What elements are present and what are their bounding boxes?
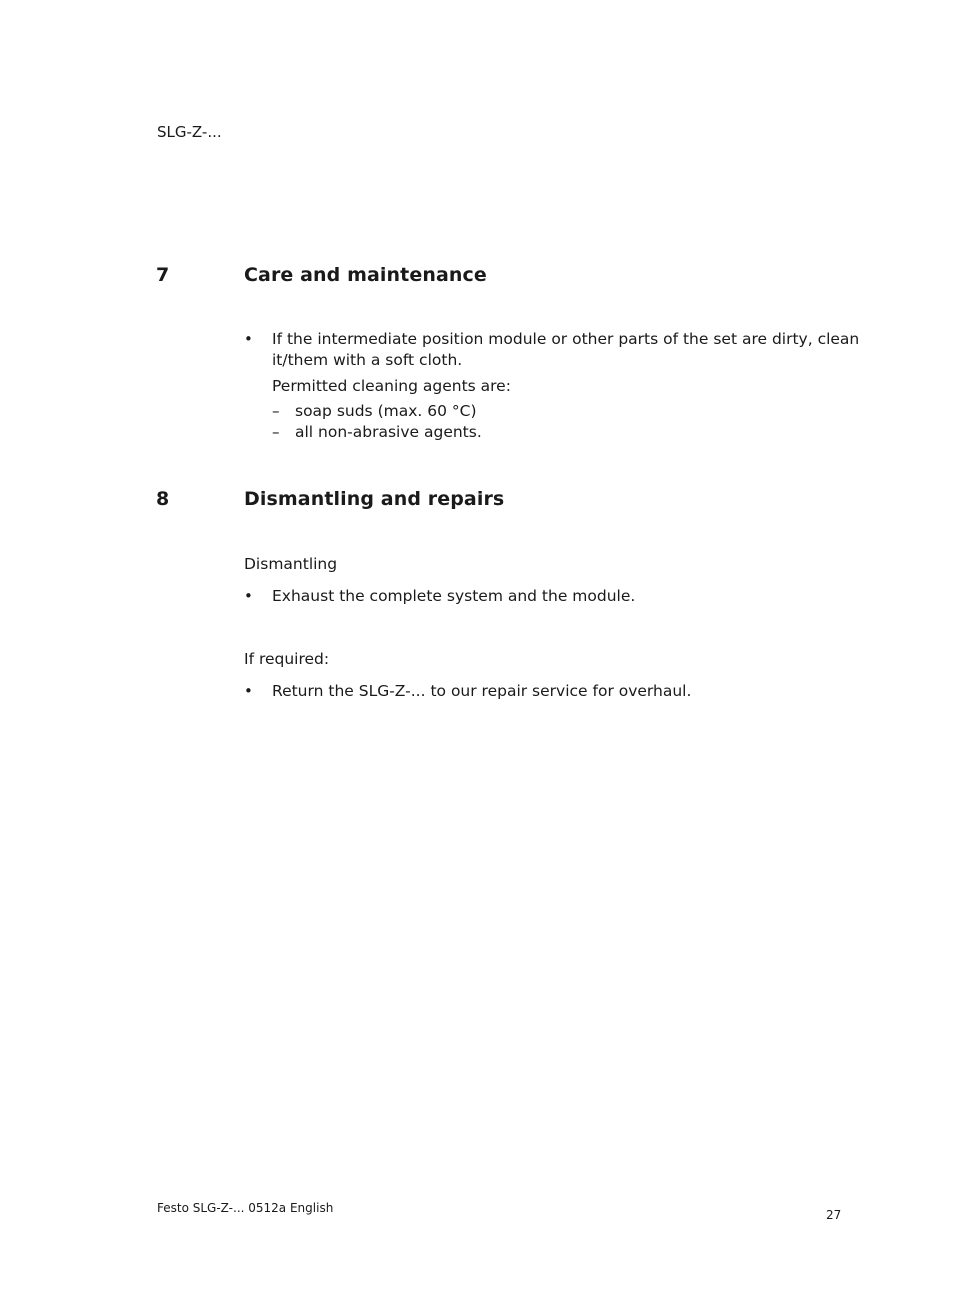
cleaning-agents-intro: Permitted cleaning agents are: (272, 377, 511, 395)
dash-icon: – (272, 423, 280, 441)
bullet-icon: • (244, 330, 253, 348)
bullet-icon: • (244, 682, 253, 700)
dash-icon: – (272, 402, 280, 420)
cleaning-agent-item: soap suds (max. 60 °C) (295, 402, 477, 420)
section-8-number: 8 (156, 488, 170, 510)
cleaning-agent-item: all non-abrasive agents. (295, 423, 482, 441)
section-8-title: Dismantling and repairs (244, 488, 505, 510)
section-7-title: Care and maintenance (244, 264, 487, 286)
footer-page-number: 27 (826, 1208, 842, 1222)
section-7-number: 7 (156, 264, 170, 286)
repair-instruction: Return the SLG-Z-... to our repair service for overhaul. (272, 682, 692, 700)
exhaust-instruction: Exhaust the complete system and the module. (272, 587, 636, 605)
header-product-id: SLG-Z-... (157, 123, 222, 141)
cleaning-instruction-line-1: If the intermediate position module or other parts of the set are dirty, clean (272, 330, 860, 348)
bullet-icon: • (244, 587, 253, 605)
cleaning-instruction-line-2: it/them with a soft cloth. (272, 351, 463, 369)
dismantling-subheading: Dismantling (244, 555, 338, 573)
if-required-subheading: If required: (244, 650, 330, 668)
footer-doc-info: Festo SLG-Z-... 0512a English (157, 1201, 334, 1215)
